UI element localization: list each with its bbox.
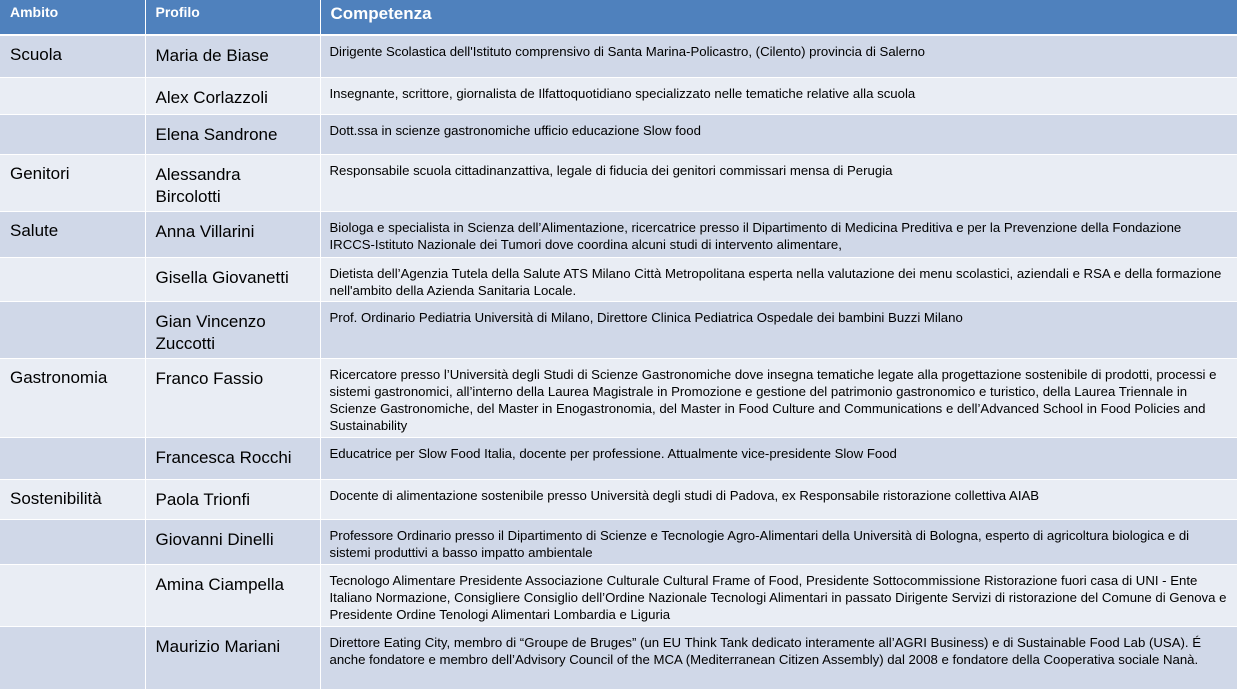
header-row (0, 0, 1237, 35)
cell-ambito (0, 626, 145, 689)
cell-competenza: Dietista dell’Agenzia Tutela della Salute ATS Milano Città Metropolitana esperta nella valutazione dei menu scolastici, aziendali e RSA e della formazione nell'ambito della Azienda Sanitaria Locale. (320, 257, 1237, 301)
cell-profilo: Alex Corlazzoli (145, 77, 320, 114)
cell-ambito (0, 437, 145, 479)
cell-competenza: Educatrice per Slow Food Italia, docente per professione. Attualmente vice-presidente Slow Food (320, 437, 1237, 479)
cell-ambito (0, 77, 145, 114)
table-row (0, 564, 1237, 626)
cell-ambito (0, 519, 145, 564)
cell-competenza: Tecnologo Alimentare Presidente Associazione Culturale Cultural Frame of Food, Presidente Sottocommissione Ristorazione fuori casa di UNI - Ente Italiano Normazione, Consigliere Consiglio dell’Ordine Nazionale Tecnologi Alimentari in passato Dirigente Servizi di ristorazione del Comune di Genova e Presidente Ordine Tenologi Alimentari Lombardia e Liguria (320, 564, 1237, 626)
cell-profilo: Franco Fassio (145, 358, 320, 437)
table-row (0, 77, 1237, 114)
table-row (0, 257, 1237, 301)
cell-ambito: Sostenibilità (0, 479, 145, 519)
cell-ambito (0, 114, 145, 154)
cell-ambito (0, 257, 145, 301)
cell-competenza: Dirigente Scolastica dell'Istituto comprensivo di Santa Marina-Policastro, (Cilento) provincia di Salerno (320, 35, 1237, 77)
cell-competenza: Docente di alimentazione sostenibile presso Università degli studi di Padova, ex Responsabile ristorazione collettiva AIAB (320, 479, 1237, 519)
cell-profilo: Paola Trionfi (145, 479, 320, 519)
cell-competenza: Direttore Eating City, membro di “Groupe de Bruges” (un EU Think Tank dedicato interamente all’AGRI Business) e di Sustainable Food Lab (USA). É anche fondatore e membro dell’Advisory Council of the MCA (Mediterranean Citizen Assembly) dal 2008 e fondatore della Cooperativa sociale Nanà. (320, 626, 1237, 689)
table-row (0, 114, 1237, 154)
cell-profilo: Alessandra Bircolotti (145, 154, 320, 211)
table-row (0, 211, 1237, 257)
cell-profilo: Anna Villarini (145, 211, 320, 257)
cell-competenza: Biologa e specialista in Scienza dell’Alimentazione, ricercatrice presso il Dipartimento di Medicina Preditiva e per la Prevenzione della Fondazione IRCCS-Istituto Nazionale dei Tumori dove coordina alcuni studi di intervento alimentare, (320, 211, 1237, 257)
table-row (0, 626, 1237, 689)
cell-ambito: Scuola (0, 35, 145, 77)
cell-competenza: Insegnante, scrittore, giornalista de Ilfattoquotidiano specializzato nelle tematiche relative alla scuola (320, 77, 1237, 114)
table-row (0, 154, 1237, 211)
cell-profilo: Maurizio Mariani (145, 626, 320, 689)
cell-competenza: Prof. Ordinario Pediatria Università di Milano, Direttore Clinica Pediatrica Ospedale dei bambini Buzzi Milano (320, 301, 1237, 358)
cell-ambito (0, 564, 145, 626)
header-ambito: Ambito (0, 0, 145, 35)
cell-profilo: Gisella Giovanetti (145, 257, 320, 301)
header-competenza: Competenza (320, 0, 1237, 35)
cell-profilo: Giovanni Dinelli (145, 519, 320, 564)
cell-profilo: Maria de Biase (145, 35, 320, 77)
cell-profilo: Elena Sandrone (145, 114, 320, 154)
cell-profilo: Amina Ciampella (145, 564, 320, 626)
header-profilo: Profilo (145, 0, 320, 35)
table-row (0, 479, 1237, 519)
cell-profilo: Gian Vincenzo Zuccotti (145, 301, 320, 358)
table-row (0, 358, 1237, 437)
table-row (0, 301, 1237, 358)
cell-competenza: Dott.ssa in scienze gastronomiche ufficio educazione Slow food (320, 114, 1237, 154)
cell-competenza: Ricercatore presso l’Università degli Studi di Scienze Gastronomiche dove insegna tematiche legate alla progettazione sostenibile di prodotti, processi e sistemi gastronomici, all’interno della Laurea Magistrale in Promozione e gestione del patrimonio gastronomico e turistico, della Laurea Triennale in Scienze Gastronomiche, del Master in Enogastronomia, del Master in Food Culture and Communications e dell’Advanced School in Food Policies and Sustainability (320, 358, 1237, 437)
cell-ambito (0, 301, 145, 358)
cell-competenza: Responsabile scuola cittadinanzattiva, legale di fiducia dei genitori commissari mensa di Perugia (320, 154, 1237, 211)
table-row (0, 437, 1237, 479)
cell-ambito: Gastronomia (0, 358, 145, 437)
cell-competenza: Professore Ordinario presso il Dipartimento di Scienze e Tecnologie Agro-Alimentari della Università di Bologna, esperto di agricoltura biologica e di sistemi produttivi a basso impatto ambientale (320, 519, 1237, 564)
cell-profilo: Francesca Rocchi (145, 437, 320, 479)
cell-ambito: Genitori (0, 154, 145, 211)
table-row (0, 35, 1237, 77)
table-row (0, 519, 1237, 564)
cell-ambito: Salute (0, 211, 145, 257)
